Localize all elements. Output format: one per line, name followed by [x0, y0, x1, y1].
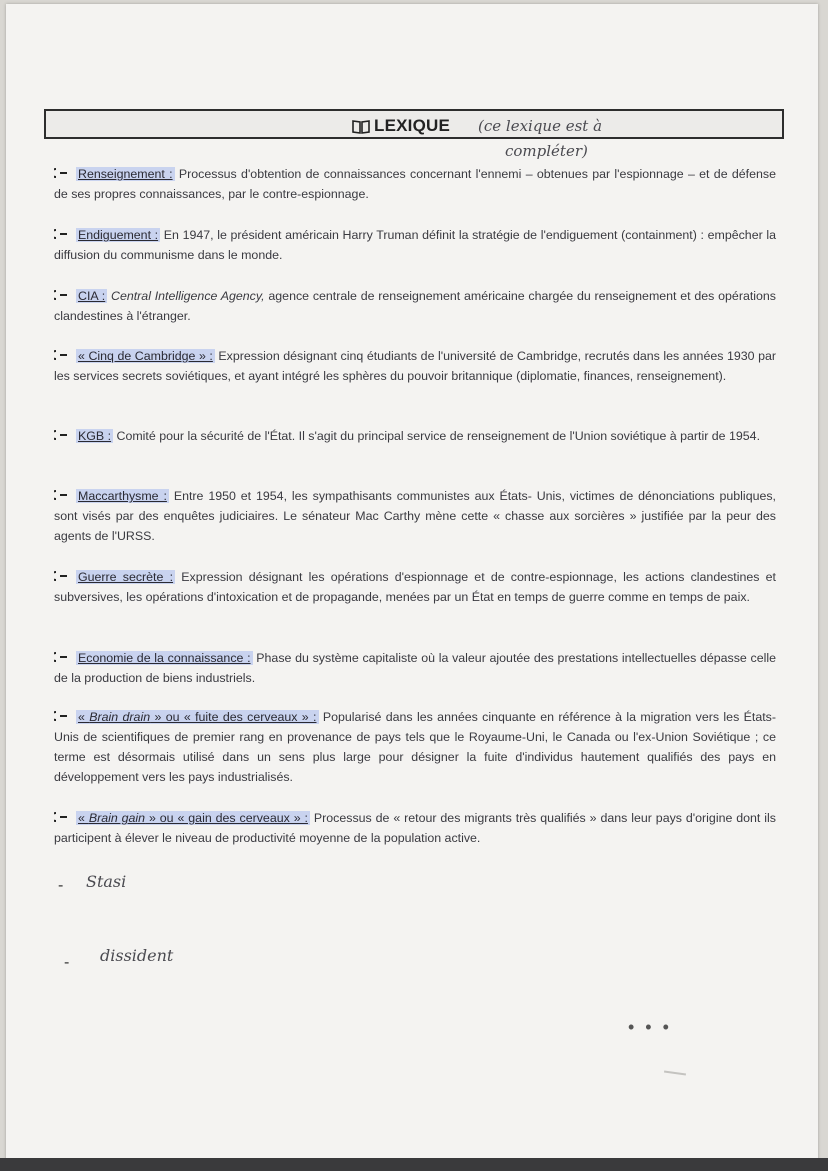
glossary-entry: [54, 648, 776, 688]
handwritten-note-line1: (ce lexique est à: [478, 117, 603, 135]
handwritten-dash: -: [64, 954, 70, 971]
glossary-definition: Phase du système capitaliste où la valeur ajoutée des prestations intellectuelles dépasse celle de la production de biens industriels.: [54, 651, 776, 685]
glossary-entry: [54, 567, 776, 607]
glossary-definition: Entre 1950 et 1954, les sympathisants communistes aux États- Unis, victimes de dénonciations publiques, sont visés par des enquêtes judiciaires. Le sénateur Mac Carthy mène cette « chasse aux sorcières » justifiée par la peur des agents de l'URSS.: [54, 489, 777, 543]
glossary-entry: [54, 707, 776, 787]
glossary-definition: Processus de « retour des migrants très qualifiés » dans leur pays d'origine dont ils participent à élever le niveau de productivité moyenne de la population active.: [54, 811, 776, 845]
glossary-definition: Expression désignant les opérations d'espionnage et de contre-espionnage, les actions clandestines et subversives, les opérations d'intoxication et de propagande, menées par un État en temps de guerre comme en temps de paix.: [54, 570, 776, 604]
arrow-bullet-icon: [54, 164, 68, 174]
glossary-definition: agence centrale de renseignement américaine chargée du renseignement et des opérations clandestines à l'étranger.: [54, 289, 777, 323]
glossary-term: « Brain gain » ou « gain des cerveaux » :: [78, 811, 308, 825]
arrow-bullet-icon: [54, 567, 68, 577]
arrow-bullet-icon: [54, 346, 68, 356]
page-bottom-shadow: [0, 1158, 828, 1171]
glossary-term: Endiguement :: [78, 228, 159, 242]
glossary-entry: [54, 486, 776, 546]
glossary-entry: [54, 164, 776, 204]
glossary-entry: [54, 808, 776, 848]
glossary-term: Renseignement :: [78, 167, 173, 181]
glossary-term: Economie de la connaissance :: [78, 651, 251, 665]
glossary-term: « Brain drain » ou « fuite des cerveaux » :: [78, 710, 317, 724]
arrow-bullet-icon: [54, 648, 68, 658]
handwritten-item-dissident: dissident: [100, 946, 174, 965]
glossary-definition: Processus d'obtention de connaissances concernant l'ennemi – obtenues par l'espionnage – et de défense de ses propres connaissances, par le contre-espionnage.: [54, 167, 776, 201]
handwritten-item-stasi: Stasi: [86, 872, 127, 891]
glossary-term: Maccarthysme :: [78, 489, 167, 503]
glossary-entry: [54, 346, 776, 386]
arrow-bullet-icon: [54, 707, 68, 717]
arrow-bullet-icon: [54, 286, 68, 296]
glossary-term: « Cinq de Cambridge » :: [78, 349, 213, 363]
page-title: LEXIQUE: [374, 116, 451, 135]
glossary-entry: [54, 286, 776, 326]
arrow-bullet-icon: [54, 426, 68, 436]
handwritten-dash: -: [58, 877, 64, 894]
handwritten-dots: • • •: [628, 1017, 672, 1037]
glossary-entry: [54, 225, 776, 265]
glossary-definition: En 1947, le président américain Harry Truman définit la stratégie de l'endiguement (containment) : empêcher la diffusion du communisme dans le monde.: [54, 228, 777, 262]
handwritten-note-line2: compléter): [505, 142, 588, 160]
glossary-term: KGB :: [78, 429, 112, 443]
glossary-definition: Comité pour la sécurité de l'État. Il s'agit du principal service de renseignement de l'Union soviétique à partir de 1954.: [116, 429, 761, 443]
arrow-bullet-icon: [54, 808, 68, 818]
title-group: [352, 112, 450, 140]
arrow-bullet-icon: [54, 225, 68, 235]
glossary-definition: Expression désignant cinq étudiants de l'université de Cambridge, recrutés dans les années 1930 par les services secrets soviétiques, et ayant intégré les sphères du pouvoir britannique (diplomatie, finances, renseignement).: [54, 349, 776, 383]
glossary-definition-italic: Central Intelligence Agency,: [111, 289, 265, 303]
arrow-bullet-icon: [54, 486, 68, 496]
glossary-term: Guerre secrète :: [78, 570, 174, 584]
open-book-icon: [352, 119, 370, 134]
glossary-definition: Popularisé dans les années cinquante en référence à la migration vers les États-Unis de scientifiques de premier rang en provenance de pays tels que le Royaume-Uni, le Canada ou l'ex-Union Soviétique ; ce terme est désormais utilisé dans un sens plus large pour désigner la fuite d'individus hautement qualifiés des pays en développement vers les pays industrialisés.: [54, 710, 776, 784]
glossary-term: CIA :: [78, 289, 106, 303]
glossary-entry: [54, 426, 776, 446]
